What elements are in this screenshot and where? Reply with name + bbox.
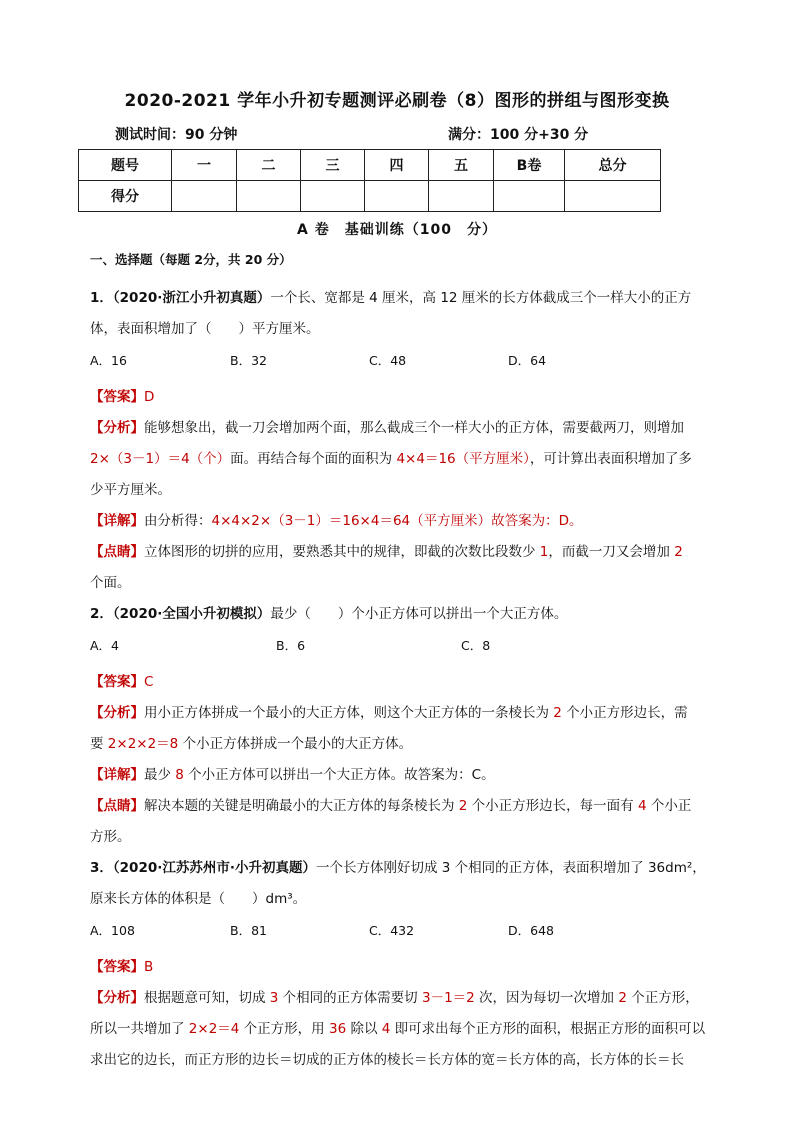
test-time: 测试时间：90 分钟 [115,127,238,143]
q1-note [90,537,710,599]
note-tag: 【点睛】 [90,544,144,560]
score-header-cell: 一 [172,150,237,181]
q2-options [90,636,710,656]
q1-stem-a: 一个长、宽都是 4 厘米，高 12 厘米的长方体截成三个一样大小的正方 [270,290,692,306]
q2-note-d: 方形。 [90,829,131,845]
q2-analysis-b3: 个小正方体拼成一个最小的大正方体。 [178,736,413,752]
q3-analysis-b2: 2×2＝4 [188,1021,240,1037]
q1-option-d: D．64 [508,353,547,368]
q1-option-a: A．16 [90,353,127,368]
score-table-row [79,181,661,212]
q1-analysis-b4: ，可计算出表面积增加了多 [529,451,692,467]
q2-option-b: B．6 [276,638,306,653]
analysis-tag: 【分析】 [90,990,144,1006]
q1-analysis-b3: 4×4＝16（平方厘米） [396,451,530,467]
q3-analysis-b1: 所以一共增加了 [90,1021,189,1037]
detail-tag: 【详解】 [90,767,144,783]
q3-analysis-a4: 3－1＝2 [421,990,475,1006]
q3-option-c: C．432 [369,923,415,938]
q2-analysis-a3: 个小正方形边长，需 [561,705,688,721]
q3-analysis-a1: 根据题意可知，切成 [144,990,270,1006]
questions-content [90,250,710,1076]
q1-analysis [90,413,710,506]
q2-option-a: A．4 [90,638,120,653]
q2-detail-b: 个小正方体可以拼出一个大正方体。故答案为：C。 [183,767,495,783]
q1-analysis-c: 少平方厘米。 [90,482,171,498]
q1-note-n2: 2 [674,544,683,560]
q1-detail-b: 4×4×2×（3－1）＝16×4＝64（平方厘米）故答案为：D。 [211,513,583,529]
analysis-tag: 【分析】 [90,705,144,721]
q1-source: （2020·浙江小升初真题） [112,290,271,306]
q2-stem-text: 最少（ ）个小正方体可以拼出一个大正方体。 [270,606,568,622]
q3-analysis-b6: 4 [381,1021,391,1037]
score-row-label: 得分 [79,181,172,212]
score-cell [429,181,494,212]
q2-answer [90,667,710,698]
answer-tag: 【答案】 [90,389,144,405]
q2-note-c: 个小正 [646,798,692,814]
q2-answer-value: C [144,674,154,690]
q3-option-a: A．108 [90,923,135,938]
q2-note-n1: 2 [458,798,468,814]
score-cell [301,181,365,212]
q2-analysis-b2: 2×2×2＝8 [107,736,179,752]
q3-analysis-b7: 即可求出每个正方形的面积，根据正方形的面积可以 [390,1021,706,1037]
q3-source: （2020·江苏苏州市·小升初真题） [112,860,316,876]
q1-analysis-b2: 面。再结合每个面的面积为 [230,451,397,467]
note-tag: 【点睛】 [90,798,144,814]
q2-analysis-b1: 要 [90,736,108,752]
q3-analysis-b4: 36 [328,1021,347,1037]
score-header-cell: 三 [301,150,365,181]
q1-detail [90,506,710,537]
q3-option-b: B．81 [230,923,267,938]
q3-stem-b: 原来长方体的体积是（ ）dm³。 [90,891,307,907]
score-header-cell: 总分 [565,150,661,181]
score-table [78,149,661,212]
q2-number: 2． [90,606,113,622]
score-cell [237,181,301,212]
q2-note-n2: 4 [637,798,647,814]
q3-number: 3． [90,860,113,876]
q1-stem-b: 体，表面积增加了（ ）平方厘米。 [90,321,320,337]
q2-detail-n: 8 [175,767,184,783]
score-cell [565,181,661,212]
score-header-cell: B卷 [494,150,565,181]
q3-option-d: D．648 [508,923,554,938]
q2-note-a: 解决本题的关键是明确最小的大正方体的每条棱长为 [144,798,459,814]
q3-analysis-b3: 个正方形，用 [239,1021,329,1037]
score-header-cell: 四 [365,150,429,181]
q1-option-b: B．32 [230,353,267,368]
q3-stem-a: 一个长方体刚好切成 3 个相同的正方体，表面积增加了 36dm²， [316,860,706,876]
score-header-cell: 二 [237,150,301,181]
q3-answer-value: B [144,959,154,975]
q2-analysis-a2: 2 [553,705,562,721]
q3-analysis-b5: 除以 [346,1021,382,1037]
part1-heading: 一、选择题（每题 2分，共 20 分） [90,252,292,267]
q1-number: 1． [90,290,113,306]
q3-analysis-a6: 2 [618,990,627,1006]
score-header-cell: 五 [429,150,494,181]
q1-stem [90,283,710,345]
detail-tag: 【详解】 [90,513,144,529]
section-a-heading: A 卷 基础训练（100 分） [297,222,497,238]
q1-answer-value: D [144,389,155,405]
q3-answer [90,952,710,983]
q2-analysis [90,698,710,760]
q1-option-c: C．48 [369,353,407,368]
q1-options [90,351,710,371]
score-cell [172,181,237,212]
q3-analysis-a7: 个正方形， [626,990,699,1006]
score-table-header [79,150,661,181]
q2-detail [90,760,710,791]
q1-analysis-a: 能够想象出，截一刀会增加两个面，那么截成三个一样大小的正方体，需要截两刀，则增加 [144,420,684,436]
q1-detail-a: 由分析得： [144,513,212,529]
q1-note-c: 个面。 [90,575,131,591]
q2-detail-a: 最少 [144,767,176,783]
q1-note-a: 立体图形的切拼的应用，要熟悉其中的规律，即截的次数比段数少 [144,544,540,560]
q2-note-b: 个小正方形边长，每一面有 [467,798,638,814]
q2-source: （2020·全国小升初模拟） [112,606,271,622]
document-title: 2020-2021 学年小升初专题测评必刷卷（8）图形的拼组与图形变换 [124,91,670,111]
q1-answer [90,382,710,413]
analysis-tag: 【分析】 [90,420,144,436]
full-score: 满分：100 分+30 分 [448,127,589,143]
q3-analysis-a3: 个相同的正方体需要切 [278,990,422,1006]
q3-analysis-a2: 3 [269,990,279,1006]
score-cell [365,181,429,212]
q3-stem [90,853,710,915]
q1-analysis-b1: 2×（3－1）＝4（个） [90,451,231,467]
answer-tag: 【答案】 [90,959,144,975]
q2-analysis-a1: 用小正方体拼成一个最小的大正方体，则这个大正方体的一条棱长为 [144,705,554,721]
q3-analysis-c: 求出它的边长，而正方形的边长＝切成的正方体的棱长＝长方体的宽＝长方体的高，长方体的长＝长 [90,1052,684,1068]
q3-analysis [90,983,710,1076]
q2-option-c: C．8 [461,638,491,653]
q1-note-b: ，而截一刀又会增加 [548,544,675,560]
q2-stem [90,599,710,630]
answer-tag: 【答案】 [90,674,144,690]
q1-note-n1: 1 [539,544,549,560]
score-cell [494,181,565,212]
score-header-cell: 题号 [79,150,172,181]
q3-analysis-a5: 次，因为每切一次增加 [474,990,619,1006]
q2-note [90,791,710,853]
q3-options [90,921,710,941]
